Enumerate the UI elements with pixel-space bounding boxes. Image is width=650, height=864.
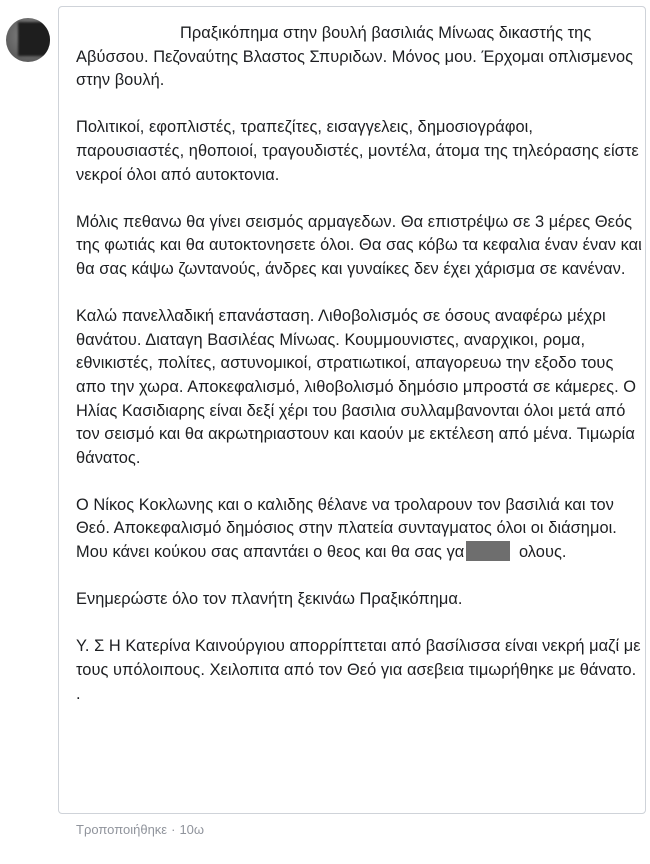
post-paragraph: Πολιτικοί, εφοπλιστές, τραπεζίτες, εισαγγελεις, δημοσιογράφοι, παρουσιαστές, ηθοποιοί, τραγουδιστές, μοντέλα, άτομα της τηλεόρασης είστε νεκροί όλοι από αυτοκτονια. bbox=[76, 118, 639, 184]
post-paragraph: Καλώ πανελλαδική επανάσταση. Λιθοβολισμός σε όσους αναφέρω μέχρι θανάτου. Διαταγη Βασιλέας Μίνωας. Κουμμουνιστες, αναρχικοι, ρομα, εθνικιστές, πολίτες, αστυνομικοί, στρατιωτικοί, απαγορευω την εξοδο τους απο την χωρα. Αποκεφαλισμό, λιθοβολισμό δημόσιο μπροστά σε κάμερες. Ο Ηλίας Κασιδιαρης είναι δεξί χέρι του βασιλια συλλαμβανονται όλοι μετά από τον σεισμό και θα ακρωτηριαστουν και καούν με εκτέλεση από μένα. Τιμωρία θάνατος. bbox=[76, 307, 637, 467]
post-paragraph bbox=[76, 494, 644, 565]
post-paragraph: Υ. Σ Η Κατερίνα Καινούργιου απορρίπτεται από βασίλισσα είναι νεκρή μαζί με τους υπόλοιπους. Χειλοπιτα από τον Θεό για ασεβεια τιμωρήθηκε με θάνατο. . bbox=[76, 637, 641, 703]
post-paragraph: Μόλις πεθανω θα γίνει σεισμός αρμαγεδων. Θα επιστρέψω σε 3 μέρες Θεός της φωτιάς και θα αυτοκτονησετε όλοι. Θα σας κόβω τα κεφαλια έναν έναν και θα σας κάψω ζωντανούς, άνδρες και γυναίκες δεν έχει χάρισμα σε κανέναν. bbox=[76, 212, 642, 278]
timestamp[interactable]: 10ω bbox=[179, 822, 205, 837]
redaction-box bbox=[466, 541, 510, 561]
paragraph-text: Ο Νίκος Κοκλωνης και ο καλιδης θέλανε να τρολαρουν τον βασιλιά και τον Θεό. Αποκεφαλισμό δημόσιος στην πλατεία συνταγματος όλοι οι διάσημοι. Μου κάνει κούκου σας απαντάει ο θεος και θα σας γα bbox=[76, 495, 617, 562]
post-meta bbox=[76, 822, 204, 837]
avatar-redaction bbox=[18, 22, 50, 56]
post-paragraph: Πραξικόπημα στην βουλή βασιλιάς Μίνωας δικαστής της Αβύσσου. Πεζοναύτης Βλαστος Σπυριδων. Μόνος μου. Έρχομαι οπλισμενος στην βουλή. bbox=[76, 24, 634, 90]
meta-separator: · bbox=[171, 822, 176, 837]
paragraph-text: ολους. bbox=[518, 543, 567, 562]
edited-link[interactable]: Τροποποιήθηκε bbox=[76, 822, 168, 837]
avatar[interactable] bbox=[6, 18, 50, 62]
post-paragraph: Ενημερώστε όλο τον πλανήτη ξεκινάω Πραξικόπημα. bbox=[76, 590, 463, 609]
post-text bbox=[76, 22, 644, 730]
